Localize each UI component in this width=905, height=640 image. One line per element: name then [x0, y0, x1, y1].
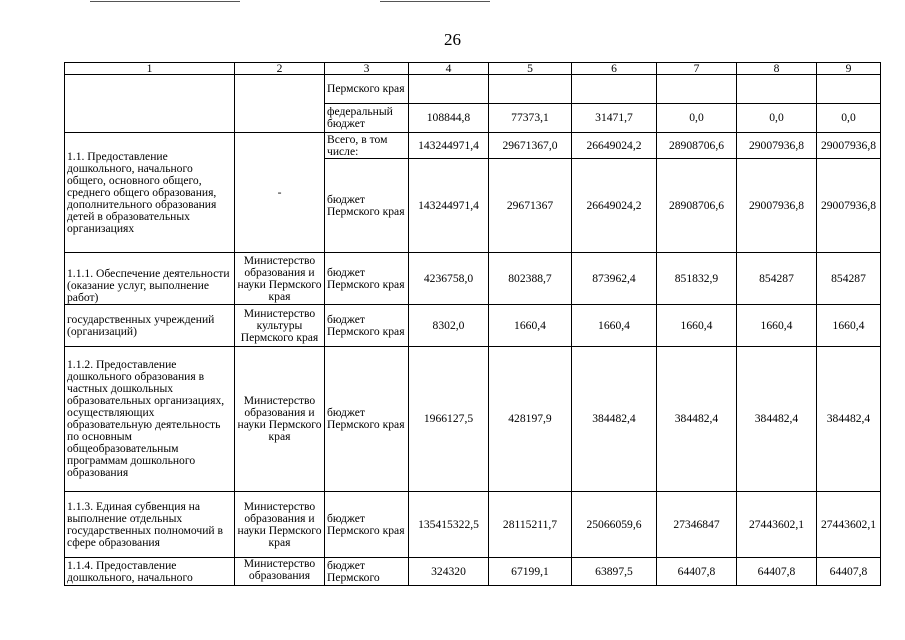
column-number-row: [65, 63, 881, 75]
source-cell: Всего, в том числе:: [325, 133, 409, 159]
value-cell: 64407,8: [817, 558, 881, 586]
value-cell: 135415322,5: [409, 492, 489, 558]
value-cell: 384482,4: [817, 347, 881, 492]
value-cell: 428197,9: [489, 347, 572, 492]
budget-table: [64, 62, 881, 586]
executor-cell: Министерство образования: [235, 558, 325, 586]
item-1-1-2-name: 1.1.2. Предоставление дошкольного образования в частных дошкольных образовательных организациях, осуществляющих образовательную деятельность по основным общеобразовательным программам дошкольного образования: [65, 347, 235, 492]
value-cell: 29007936,8: [817, 133, 881, 159]
value-cell: 26649024,2: [572, 133, 657, 159]
column-number: 5: [489, 63, 572, 75]
value-cell: 31471,7: [572, 104, 657, 133]
source-cell: федеральный бюджет: [325, 104, 409, 133]
value-cell: 27346847: [657, 492, 737, 558]
value-cell: 324320: [409, 558, 489, 586]
value-cell: [489, 75, 572, 104]
value-cell: [409, 75, 489, 104]
item-1-1-3-name: 1.1.3. Единая субвенция на выполнение отдельных государственных полномочий в сфере образования: [65, 492, 235, 558]
column-number: 2: [235, 63, 325, 75]
value-cell: 873962,4: [572, 253, 657, 305]
table-row: [65, 492, 881, 558]
value-cell: [817, 75, 881, 104]
source-cell: бюджет Пермского края: [325, 347, 409, 492]
executor-cell: Министерство образования и науки Пермского края: [235, 492, 325, 558]
table-row: [65, 75, 881, 104]
value-cell: 0,0: [737, 104, 817, 133]
scan-artifact-top-right: [380, 1, 490, 2]
table-row: [65, 558, 881, 586]
source-cell: бюджет Пермского края: [325, 159, 409, 253]
column-number: 8: [737, 63, 817, 75]
value-cell: 27443602,1: [737, 492, 817, 558]
value-cell: 28908706,6: [657, 133, 737, 159]
value-cell: 29007936,8: [817, 159, 881, 253]
item-1-1-executor: -: [235, 133, 325, 253]
name-cell-continued: [65, 75, 235, 133]
value-cell: 29007936,8: [737, 133, 817, 159]
column-number: 1: [65, 63, 235, 75]
value-cell: 1660,4: [489, 305, 572, 347]
value-cell: 384482,4: [572, 347, 657, 492]
value-cell: 25066059,6: [572, 492, 657, 558]
page-number: 26: [444, 30, 461, 49]
value-cell: 854287: [737, 253, 817, 305]
executor-cell-continued: [235, 75, 325, 133]
source-cell: бюджет Пермского края: [325, 305, 409, 347]
value-cell: 26649024,2: [572, 159, 657, 253]
value-cell: 0,0: [817, 104, 881, 133]
value-cell: 143244971,4: [409, 159, 489, 253]
value-cell: 0,0: [657, 104, 737, 133]
item-1-1-1-name: 1.1.1. Обеспечение деятельности (оказание услуг, выполнение работ): [65, 253, 235, 305]
executor-cell: Министерство образования и науки Пермского края: [235, 253, 325, 305]
column-number: 6: [572, 63, 657, 75]
value-cell: 77373,1: [489, 104, 572, 133]
value-cell: 4236758,0: [409, 253, 489, 305]
value-cell: 67199,1: [489, 558, 572, 586]
value-cell: 108844,8: [409, 104, 489, 133]
value-cell: 851832,9: [657, 253, 737, 305]
value-cell: 1660,4: [657, 305, 737, 347]
table-row: [65, 305, 881, 347]
value-cell: 384482,4: [737, 347, 817, 492]
value-cell: 802388,7: [489, 253, 572, 305]
value-cell: 1660,4: [817, 305, 881, 347]
source-cell: бюджет Пермского края: [325, 492, 409, 558]
value-cell: 29671367,0: [489, 133, 572, 159]
scan-artifact-top-left: [90, 1, 240, 2]
column-number: 3: [325, 63, 409, 75]
value-cell: 28908706,6: [657, 159, 737, 253]
value-cell: 64407,8: [657, 558, 737, 586]
value-cell: 63897,5: [572, 558, 657, 586]
table-row: [65, 347, 881, 492]
value-cell: 29007936,8: [737, 159, 817, 253]
column-number: 7: [657, 63, 737, 75]
item-1-1-4-name: 1.1.4. Предоставление дошкольного, начального: [65, 558, 235, 586]
source-cell: бюджет Пермского: [325, 558, 409, 586]
value-cell: [572, 75, 657, 104]
column-number: 4: [409, 63, 489, 75]
value-cell: 8302,0: [409, 305, 489, 347]
source-cell: Пермского края: [325, 75, 409, 104]
item-1-1-name: 1.1. Предоставление дошкольного, начального общего, основного общего, среднего общего образования, дополнительного образования детей в образовательных организациях: [65, 133, 235, 253]
value-cell: 29671367: [489, 159, 572, 253]
table-row: [65, 133, 881, 159]
table-row: [65, 253, 881, 305]
value-cell: [737, 75, 817, 104]
source-cell: бюджет Пермского края: [325, 253, 409, 305]
value-cell: 1660,4: [572, 305, 657, 347]
item-1-1-1-name-continued: государственных учреждений (организаций): [65, 305, 235, 347]
column-number: 9: [817, 63, 881, 75]
executor-cell: Министерство образования и науки Пермского края: [235, 347, 325, 492]
executor-cell: Министерство культуры Пермского края: [235, 305, 325, 347]
value-cell: 64407,8: [737, 558, 817, 586]
value-cell: 854287: [817, 253, 881, 305]
value-cell: [657, 75, 737, 104]
value-cell: 384482,4: [657, 347, 737, 492]
value-cell: 1660,4: [737, 305, 817, 347]
value-cell: 1966127,5: [409, 347, 489, 492]
value-cell: 28115211,7: [489, 492, 572, 558]
value-cell: 143244971,4: [409, 133, 489, 159]
value-cell: 27443602,1: [817, 492, 881, 558]
